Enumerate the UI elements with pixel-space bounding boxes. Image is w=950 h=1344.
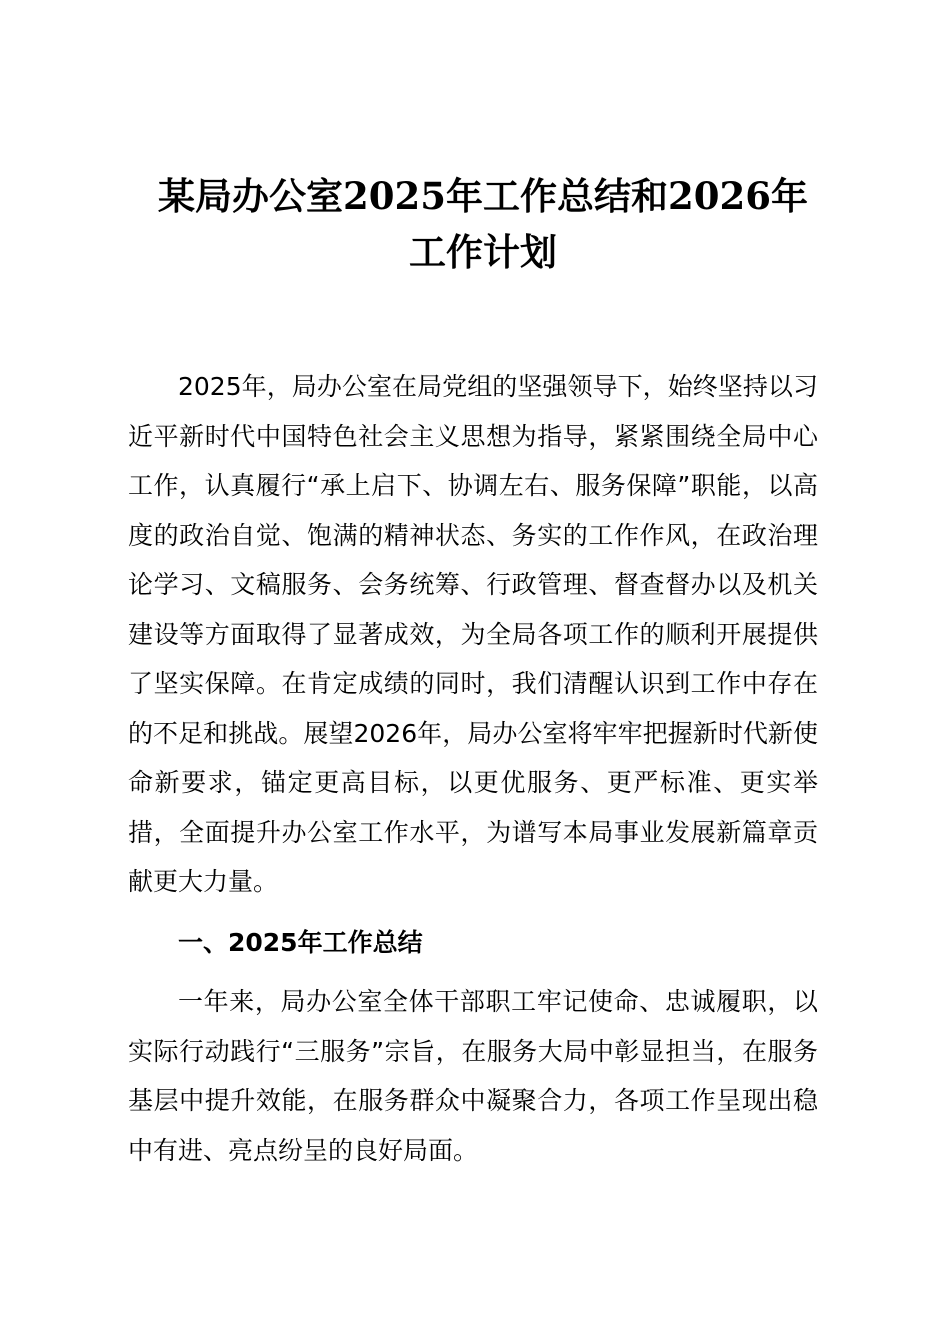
document-title: [128, 168, 838, 280]
document-title-line-1: 某局办公室2025年工作总结和2026年: [158, 174, 808, 218]
document-title-line-2: 工作计划: [409, 230, 557, 274]
section-heading-2025-summary: 一、2025年工作总结: [178, 928, 423, 957]
intro-paragraph: 2025年，局办公室在局党组的坚强领导下，始终坚持以习近平新时代中国特色社会主义思想为指导，紧紧围绕全局中心工作，认真履行“承上启下、协调左右、服务保障”职能，以高度的政治自觉、饱满的精神状态、务实的工作作风，在政治理论学习、文稿服务、会务统筹、行政管理、督查督办以及机关建设等方面取得了显著成效，为全局各项工作的顺利开展提供了坚实保障。在肯定成绩的同时，我们清醒认识到工作中存在的不足和挑战。展望2026年，局办公室将牢牢把握新时代新使命新要求，锚定更高目标，以更优服务、更严标准、更实举措，全面提升办公室工作水平，为谱写本局事业发展新篇章贡献更大力量。: [128, 372, 818, 896]
summary-paragraph: 一年来，局办公室全体干部职工牢记使命、忠诚履职，以实际行动践行“三服务”宗旨，在服务大局中彰显担当，在服务基层中提升效能，在服务群众中凝聚合力，各项工作呈现出稳中有进、亮点纷呈的良好局面。: [128, 987, 818, 1165]
